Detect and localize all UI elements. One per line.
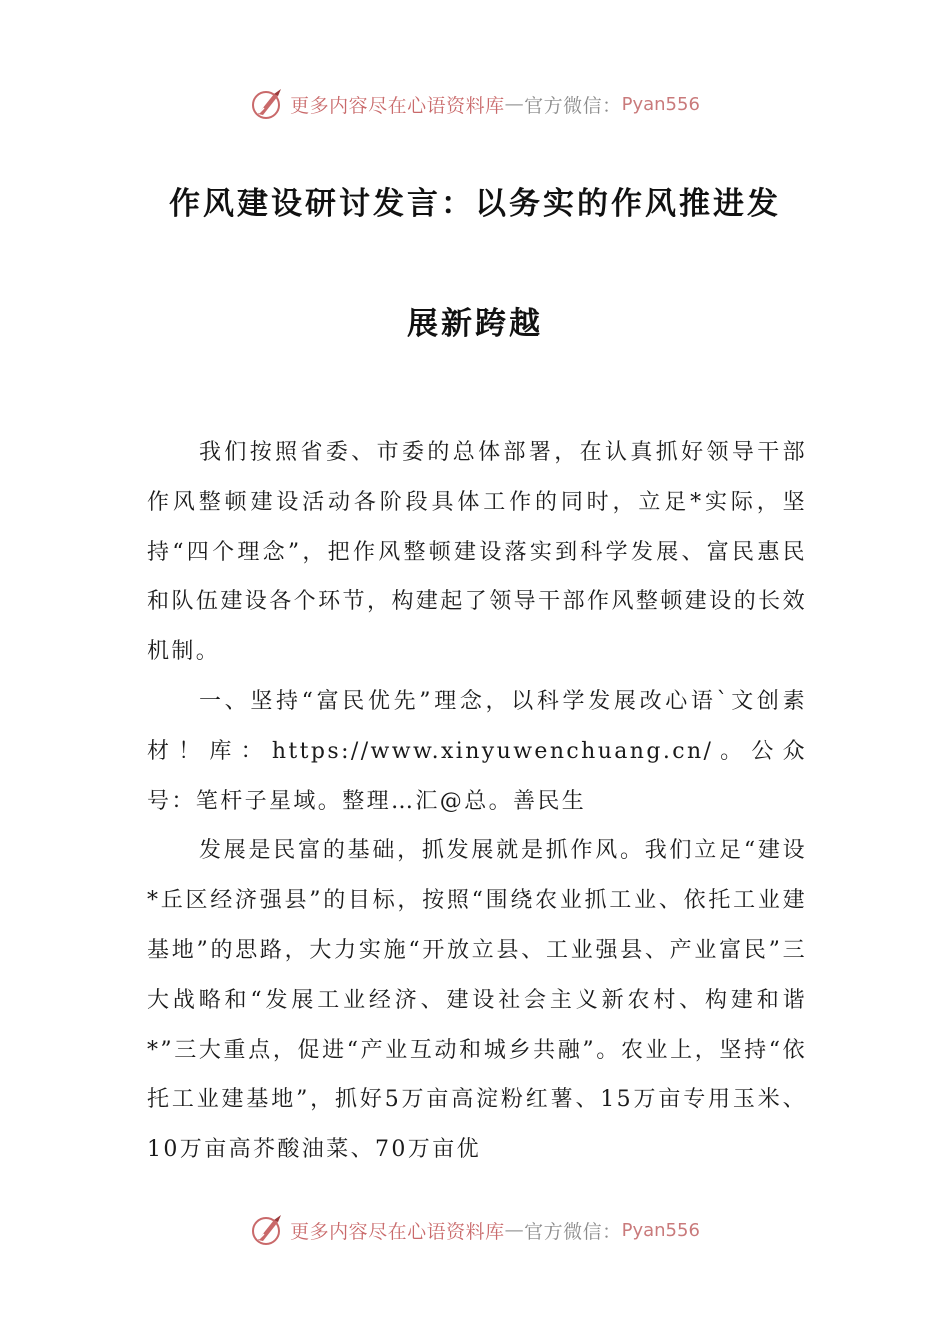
- quill-pen-logo-icon: [250, 87, 284, 121]
- banner-wechat-label: 官方微信：: [524, 94, 622, 117]
- banner-wechat-id: Pyan556: [621, 1219, 700, 1241]
- header-banner: [0, 84, 950, 124]
- banner-wechat-id: Pyan556: [621, 93, 700, 115]
- banner-dash: —: [504, 93, 525, 115]
- banner-main-text: 更多内容尽在心语资料库: [290, 1220, 505, 1243]
- quill-pen-logo-icon: [250, 1213, 284, 1247]
- banner-main-text: 更多内容尽在心语资料库: [290, 94, 505, 117]
- document-body: [147, 428, 807, 1175]
- footer-banner: [0, 1210, 950, 1250]
- banner-dash: —: [504, 1219, 525, 1241]
- body-paragraph-3: 发展是民富的基础，抓发展就是抓作风。我们立足“建设*丘区经济强县”的目标，按照“围绕农业抓工业、依托工业建基地”的思路，大力实施“开放立县、工业强县、产业富民”三大战略和“发展工业经济、建设社会主义新农村、构建和谐*”三大重点，促进“产业互动和城乡共融”。农业上，坚持“依托工业建基地”，抓好5万亩高淀粉红薯、15万亩专用玉米、10万亩高芥酸油菜、70万亩优: [147, 838, 807, 1163]
- banner-wechat-label: 官方微信：: [524, 1220, 622, 1243]
- document-title-line-1: 作风建设研讨发言：以务实的作风推进发: [169, 186, 781, 222]
- document-title-line-2: 展新跨越: [407, 306, 543, 342]
- body-paragraph-2: 一、坚持“富民优先”理念，以科学发展改心语`文创素材！库：https://www.xinyuwenchuang.cn/。公众号：笔杆子星域。整理…汇@总。善民生: [147, 688, 807, 814]
- body-paragraph-1: 我们按照省委、市委的总体部署，在认真抓好领导干部作风整顿建设活动各阶段具体工作的同时，立足*实际，坚持“四个理念”，把作风整顿建设落实到科学发展、富民惠民和队伍建设各个环节，构建起了领导干部作风整顿建设的长效机制。: [147, 440, 807, 665]
